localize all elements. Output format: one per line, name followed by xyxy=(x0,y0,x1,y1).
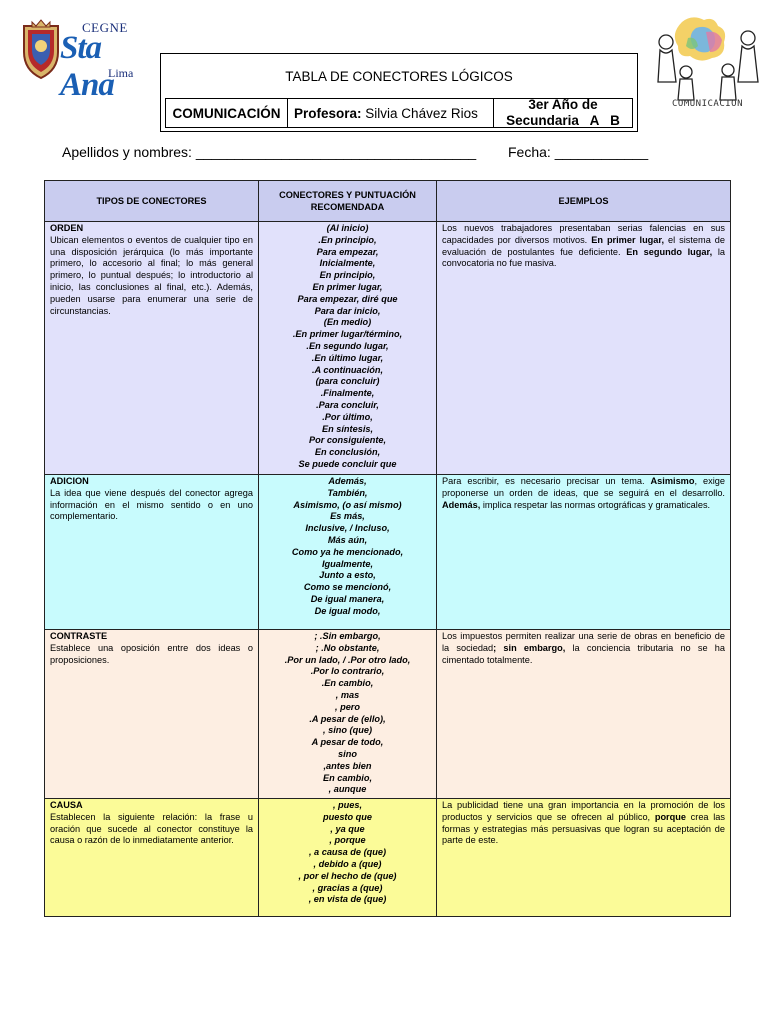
connector-item: .En principio, xyxy=(318,234,377,245)
teacher-label: Profesora: xyxy=(294,105,362,121)
connector-item: En cambio, xyxy=(322,772,372,783)
connector-item: De igual manera, xyxy=(310,593,385,604)
type-description: Ubican elementos o eventos de cualquier tipo en una disposición jerárquica (lo más importante primero, lo accesorio al final; lo más general primero, lo puntual después; lo introductorio al inicio, las conclusiones al final, etc.). Además, pueden usarse para enumerar una serie de circunstancias. xyxy=(50,234,253,316)
connector-item: Más aún, xyxy=(327,534,368,545)
coat-of-arms-icon xyxy=(18,18,64,80)
table-row xyxy=(45,630,731,799)
example-cell xyxy=(437,475,731,630)
example-text: , exige proponerse un orden de ideas, que se seguirá en el desarrollo. xyxy=(442,476,725,498)
teacher-name: Silvia Chávez Rios xyxy=(365,105,478,121)
connector-item: ,antes bien xyxy=(323,760,372,771)
connector-item: ; .Sin embargo, xyxy=(314,631,381,641)
example-text: Los nuevos trabajadores presentaban serias falencias en sus capacidades por diversos motivos. xyxy=(442,223,725,245)
connector-item: (para concluir) xyxy=(315,376,380,387)
connector-item: .En cambio, xyxy=(321,678,374,689)
connector-item: .Por lo contrario, xyxy=(310,666,385,677)
type-title: CONTRASTE xyxy=(50,631,108,641)
table-row xyxy=(45,222,731,475)
connector-item: En conclusión, xyxy=(314,447,381,458)
example-connector-highlight: En primer lugar, xyxy=(591,234,665,245)
header-box xyxy=(160,53,638,132)
school-logo xyxy=(16,18,151,103)
connector-item: Además, xyxy=(328,476,367,486)
connector-item: , pero xyxy=(334,701,360,712)
student-name-field[interactable]: Apellidos y nombres: ____________________________________ xyxy=(62,144,477,160)
grade-cell xyxy=(494,99,632,127)
connector-item: .Para concluir, xyxy=(316,399,379,410)
connector-item: De igual modo, xyxy=(314,605,381,616)
type-description: Establecen la siguiente relación: la frase u oración que sucede al conector constituye la causa o razón de lo inmediatamente anterior. xyxy=(50,811,253,846)
type-description: La idea que viene después del conector agrega información en el mismo sentido o en uno complementario. xyxy=(50,487,253,522)
connector-item: Inclusive, / Incluso, xyxy=(305,523,390,534)
connector-item: , porque xyxy=(329,835,366,846)
connector-item: (En medio) xyxy=(323,317,372,328)
connector-item: , gracias a (que) xyxy=(312,882,383,893)
connector-item: .En segundo lugar, xyxy=(306,340,389,351)
type-cell xyxy=(45,475,259,630)
connector-item: , debido a (que) xyxy=(313,858,382,869)
example-cell xyxy=(437,630,731,799)
header-info-row xyxy=(165,98,633,128)
example-text: Los impuestos permiten realizar una serie de obras en beneficio de la sociedad xyxy=(442,631,725,653)
subject-cell: COMUNICACIÓN xyxy=(166,99,288,127)
connector-item: , aunque xyxy=(328,784,367,795)
connector-item: .En primer lugar/término, xyxy=(292,329,403,340)
header-types: TIPOS DE CONECTORES xyxy=(45,181,259,222)
connectors-cell xyxy=(259,475,437,630)
logo-city-text: Lima xyxy=(108,66,134,80)
logo-cegne-text: CEGNE xyxy=(82,20,128,35)
connector-item: Como se mencionó, xyxy=(303,582,392,593)
table-row xyxy=(45,799,731,917)
connector-item: .Finalmente, xyxy=(320,388,375,399)
connector-item: En síntesis, xyxy=(321,423,374,434)
logo-school-name: Sta Ana xyxy=(60,30,114,103)
connector-item: .A continuación, xyxy=(311,364,384,375)
connector-item: .En último lugar, xyxy=(311,352,384,363)
header-connectors: CONECTORES Y PUNTUACIÓN RECOMENDADA xyxy=(259,181,437,222)
connector-item: A pesar de todo, xyxy=(311,737,384,748)
connector-item: Para empezar, diré que xyxy=(297,293,398,304)
connector-item: Inicialmente, xyxy=(319,258,376,269)
example-text: la convocatoria no fue masiva. xyxy=(442,246,725,269)
connector-item: Por consiguiente, xyxy=(308,435,387,446)
example-connector-highlight: Además, xyxy=(442,499,481,510)
connector-item: En principio, xyxy=(319,270,376,281)
connector-item: , ya que xyxy=(330,823,365,834)
connector-item: También, xyxy=(327,487,368,498)
teacher-cell xyxy=(288,99,494,127)
connector-item: ; .No obstante, xyxy=(315,642,380,653)
example-text: Para escribir, es necesario precisar un tema. xyxy=(442,476,651,486)
communication-caption: COMUNICACION xyxy=(672,99,744,109)
type-cell xyxy=(45,799,259,917)
grade-line-2: Secundaria A B xyxy=(506,113,620,128)
example-cell xyxy=(437,222,731,475)
example-text: el sistema de evaluación de postulantes fue deficiente. xyxy=(442,234,725,257)
type-cell xyxy=(45,630,259,799)
example-connector-highlight: En segundo lugar, xyxy=(626,246,713,257)
connector-item: Se puede concluir que xyxy=(298,458,397,469)
connectors-cell xyxy=(259,799,437,917)
table-row xyxy=(45,475,731,630)
type-cell xyxy=(45,222,259,475)
type-title: ORDEN xyxy=(50,223,84,233)
connectors-cell xyxy=(259,630,437,799)
connector-item: , a causa de (que) xyxy=(308,847,387,858)
date-field[interactable]: Fecha: ____________ xyxy=(508,144,649,160)
connector-item: , por el hecho de (que) xyxy=(298,870,397,881)
example-text: crea las formas y estrategias más persuasivas que logran su aceptación de parte de este. xyxy=(442,811,725,846)
connector-item: , pues, xyxy=(332,800,363,810)
connectors-cell xyxy=(259,222,437,475)
connector-item: Para empezar, xyxy=(316,246,379,257)
example-text: La publicidad tiene una gran importancia en la promoción de los productos y servicios que se ofrecen al público, xyxy=(442,800,725,822)
connector-item: Junto a esto, xyxy=(319,570,376,581)
connector-item: Como ya he mencionado, xyxy=(291,546,404,557)
connector-item: , en vista de (que) xyxy=(308,894,387,905)
connector-item: .Por último, xyxy=(322,411,373,422)
type-title: CAUSA xyxy=(50,800,83,810)
connector-item: .Por un lado, / .Por otro lado, xyxy=(284,654,411,665)
connector-item: sino xyxy=(338,748,357,759)
connector-item: Igualmente, xyxy=(321,558,374,569)
connector-item: Es más, xyxy=(330,511,365,522)
type-title: ADICION xyxy=(50,476,89,486)
connector-item: Asimismo, (o así mismo) xyxy=(293,499,402,510)
connector-item: En primer lugar, xyxy=(312,281,383,292)
connectors-table xyxy=(44,180,731,917)
connector-item: puesto que xyxy=(322,811,372,822)
connector-item: Para dar inicio, xyxy=(314,305,381,316)
example-connector-highlight: porque xyxy=(654,811,686,822)
connector-item: , mas xyxy=(335,689,360,700)
page-title: TABLA DE CONECTORES LÓGICOS xyxy=(285,68,513,84)
example-text: la conciencia tributaria no se ha cimentado totalmente. xyxy=(442,642,726,665)
example-connector-highlight: ; sin embargo, xyxy=(493,642,566,653)
type-description: Establece una oposición entre dos ideas o proposiciones. xyxy=(50,642,253,665)
example-cell xyxy=(437,799,731,917)
example-text: implica respetar las normas ortográficas y gramaticales. xyxy=(480,499,711,510)
connector-item: (Al inicio) xyxy=(326,223,369,233)
connector-item: , sino (que) xyxy=(323,725,372,736)
example-connector-highlight: Asimismo xyxy=(650,476,695,486)
header-examples: EJEMPLOS xyxy=(437,181,731,222)
table-header-row xyxy=(45,181,731,222)
connector-item: .A pesar de (ello), xyxy=(309,713,386,724)
grade-line-1: 3er Año de xyxy=(528,97,598,112)
